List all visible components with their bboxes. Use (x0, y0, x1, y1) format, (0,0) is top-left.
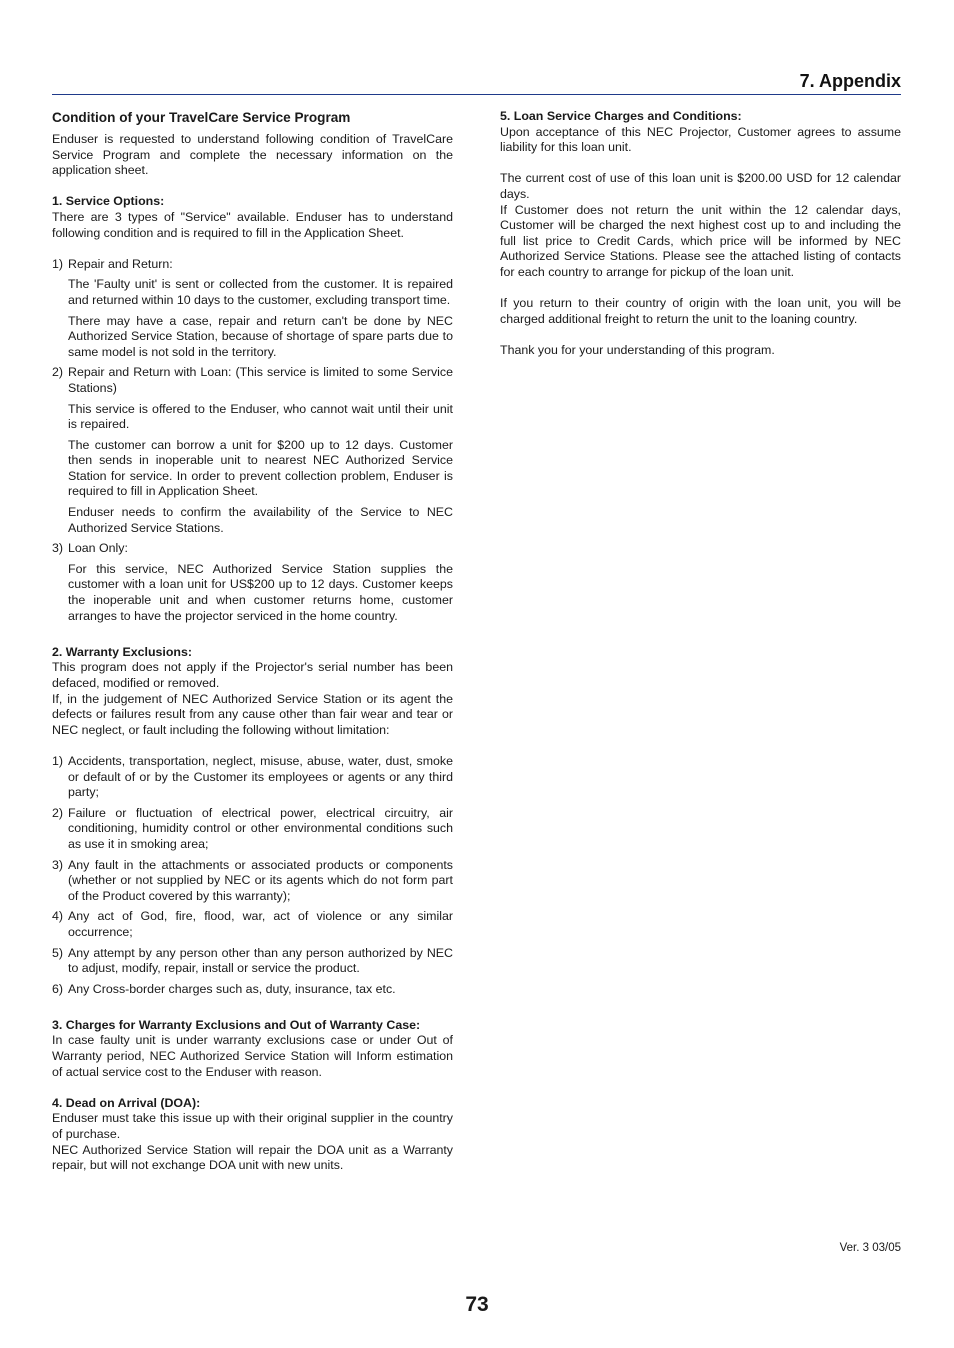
doa-heading: 4. Dead on Arrival (DOA): (52, 1095, 201, 1110)
list-item (52, 858, 453, 905)
loan-para: If you return to their country of origin with the loan unit, you will be charged additional freight to return the unit to the loaning country. (500, 296, 901, 326)
warranty-exclusions-list (52, 754, 453, 997)
list-item-title: Repair and Return: (68, 256, 173, 271)
list-number: 1) (52, 753, 64, 768)
loan-para: If Customer does not return the unit within the 12 calendar days, Customer will be charged the next highest cost up to and including the full list price to Credit Cards, which price will be informed by NEC Authorized Service Stations. Please see the attached listing of contacts for each country to arrange for pickup of the loan unit. (500, 202, 901, 279)
list-item (52, 257, 453, 361)
section-heading: 7. Appendix (799, 71, 901, 91)
header-rule (52, 94, 901, 95)
list-item-paragraph: The customer can borrow a unit for $200 up to 12 days. Customer then sends in inoperable unit to nearest NEC Authorized Service Station for service. In order to prevent collection problem, Enduser is required to fill in Application Sheet. (68, 437, 453, 499)
list-item (52, 806, 453, 853)
loan-para: The current cost of use of this loan unit is $200.00 USD for 12 calendar days. (500, 171, 901, 201)
service-options-heading: 1. Service Options: (52, 194, 165, 209)
list-item (52, 982, 453, 998)
list-item-text: Accidents, transportation, neglect, misuse, abuse, water, dust, smoke or default of or by the Customer its employees or agents or any third party; (68, 753, 453, 800)
loan-para: Upon acceptance of this NEC Projector, Customer agrees to assume liability for this loan unit. (500, 124, 901, 155)
warranty-exclusions-para: This program does not apply if the Projector's serial number has been defaced, modified or removed. (52, 660, 453, 690)
list-item-paragraph: The 'Faulty unit' is sent or collected from the customer. It is repaired and returned within 10 days to the customer, excluding transport time. (68, 277, 453, 307)
list-number: 3) (52, 857, 64, 872)
list-item-text: Failure or fluctuation of electrical power, electrical circuitry, air conditioning, humidity control or other environmental conditions such as use it in smoking area; (68, 805, 453, 851)
list-item (52, 365, 453, 536)
list-item-text: Any attempt by any person other than any person authorized by NEC to adjust, modify, repair, install or service the product. (68, 945, 453, 976)
service-options-list (52, 257, 453, 624)
list-number: 3) (52, 541, 64, 556)
list-item-text: Any Cross-border charges such as, duty, insurance, tax etc. (68, 981, 396, 996)
list-number: 2) (52, 365, 64, 380)
list-number: 4) (52, 909, 64, 924)
warranty-exclusions-para: If, in the judgement of NEC Authorized Service Station or its agent the defects or failures result from any cause other than fair wear and tear or NEC neglect, or fault including the following without limitation: (52, 691, 453, 737)
list-number: 5) (52, 945, 64, 960)
charges-heading: 3. Charges for Warranty Exclusions and Out of Warranty Case: (52, 1017, 421, 1032)
list-item-text: Any act of God, fire, flood, war, act of violence or any similar occurrence; (68, 909, 453, 939)
list-number: 1) (52, 256, 64, 271)
charges-para: In case faulty unit is under warranty exclusions case or under Out of Warranty period, NEC Authorized Service Station will Inform estimation of actual service cost to the Enduser with reason. (52, 1033, 453, 1079)
doa-para: Enduser must take this issue up with their original supplier in the country of purchase. (52, 1111, 453, 1142)
right-column (500, 109, 901, 359)
list-number: 6) (52, 981, 64, 996)
doa-para: NEC Authorized Service Station will repair the DOA unit as a Warranty repair, but will not exchange DOA unit with new units. (52, 1142, 453, 1173)
list-item-text: Any fault in the attachments or associated products or components (whether or not supplied by NEC or its agents which do not form part of the Product covered by this warranty); (68, 857, 453, 903)
list-item-paragraph: There may have a case, repair and return can't be done by NEC Authorized Service Station, because of shortage of spare parts due to same model is not sold in the territory. (68, 313, 453, 359)
loan-heading: 5. Loan Service Charges and Conditions: (500, 109, 742, 123)
list-item (52, 754, 453, 801)
list-item-title: Repair and Return with Loan: (This service is limited to some Service Stations) (68, 365, 453, 395)
left-column (52, 109, 453, 1174)
list-item (52, 946, 453, 977)
list-item-paragraph: This service is offered to the Enduser, who cannot wait until their unit is repaired. (68, 401, 453, 432)
page-number: 73 (465, 1293, 489, 1316)
program-intro: Enduser is requested to understand following condition of TravelCare Service Program and complete the necessary information on the application sheet. (52, 132, 453, 178)
list-item (52, 909, 453, 940)
list-item-paragraph: Enduser needs to confirm the availability of the Service to NEC Authorized Service Stations. (68, 505, 453, 535)
warranty-exclusions-heading: 2. Warranty Exclusions: (52, 644, 193, 659)
list-number: 2) (52, 805, 64, 820)
program-title: Condition of your TravelCare Service Program (52, 110, 351, 125)
list-item-paragraph: For this service, NEC Authorized Service Station supplies the customer with a loan unit for US$200 up to 12 days. Customer keeps the inoperable unit and when customer returns home, customer arranges to have the projector serviced in the home country. (68, 561, 453, 623)
list-item-title: Loan Only: (68, 541, 128, 556)
service-options-intro: There are 3 types of "Service" available. Enduser has to understand following condition and is required to fill in the Application Sheet. (52, 209, 453, 240)
loan-para: Thank you for your understanding of this program. (500, 342, 775, 357)
version-label: Ver. 3 03/05 (839, 1242, 901, 1254)
list-item (52, 541, 453, 624)
